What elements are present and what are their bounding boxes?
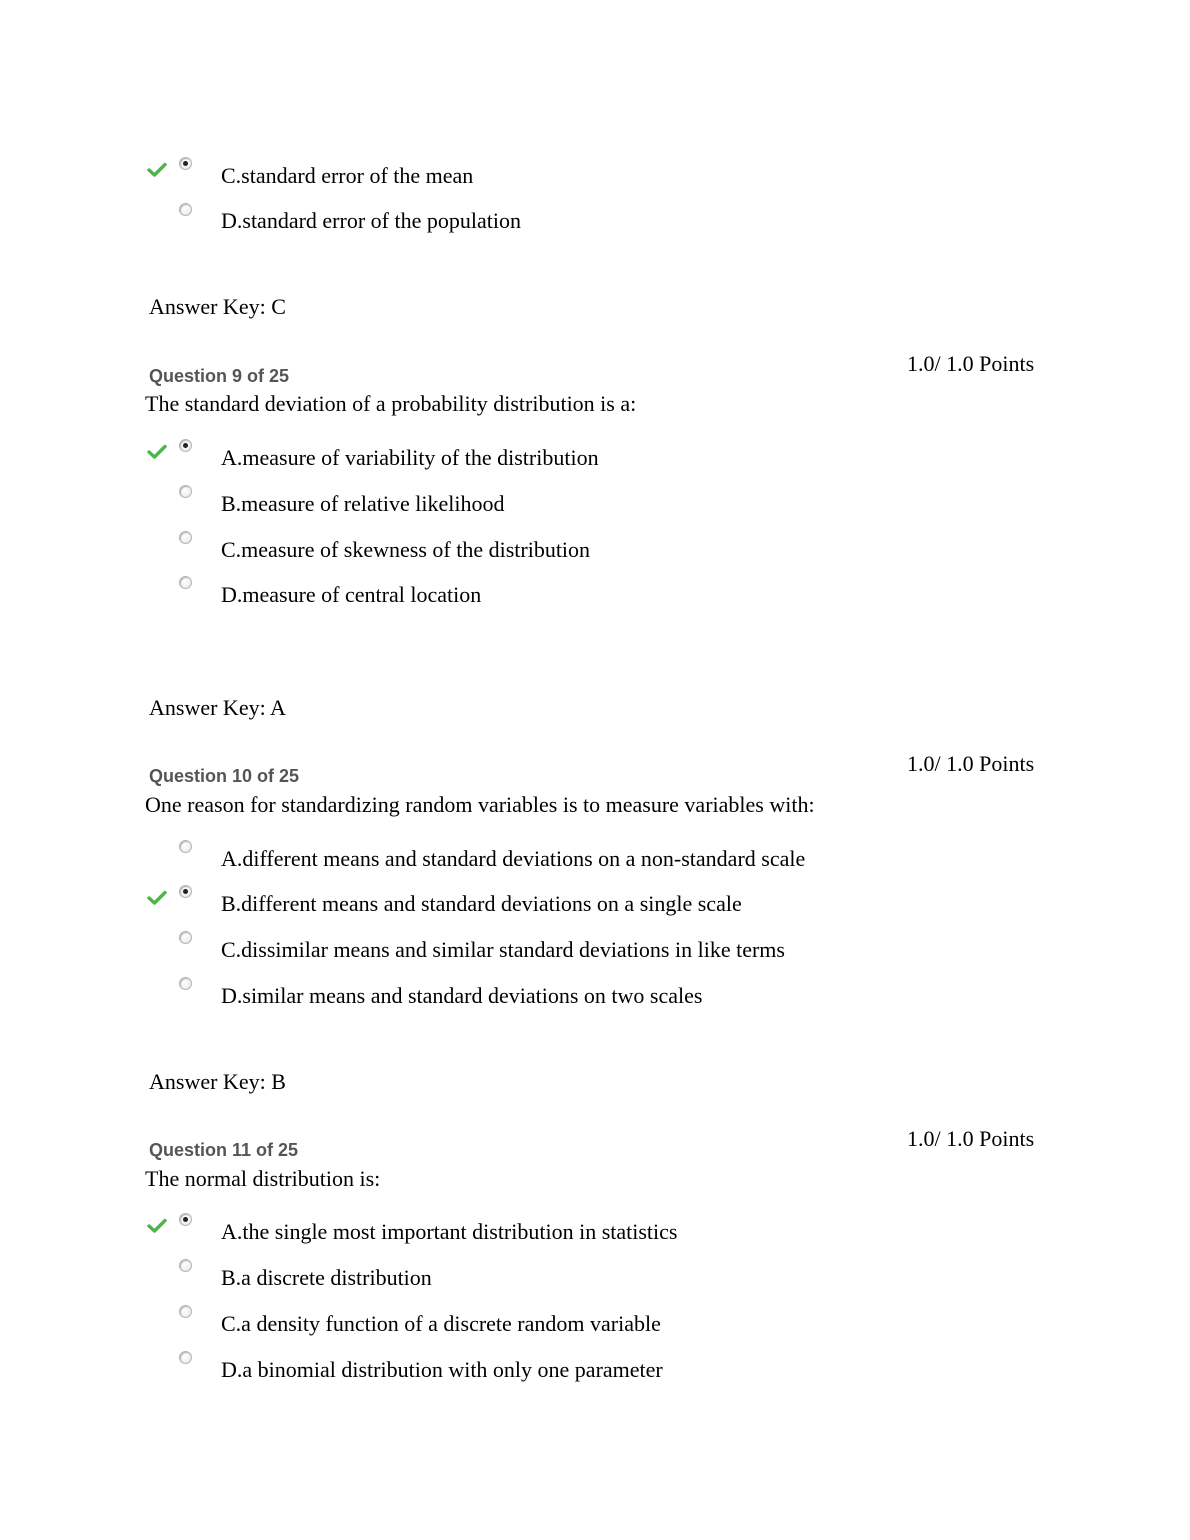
- points-score: 1.0/ 1.0 Points: [907, 751, 1035, 776]
- option-label: D.standard error of the population: [221, 208, 521, 233]
- option-label: A.the single most important distribution in statistics: [221, 1219, 678, 1244]
- option-label: D.measure of central location: [221, 582, 482, 607]
- option-radio[interactable]: [179, 439, 192, 452]
- option-radio[interactable]: [179, 531, 192, 544]
- option-radio[interactable]: [179, 977, 192, 990]
- option-radio[interactable]: [179, 1259, 192, 1272]
- correct-check-icon: [147, 444, 167, 460]
- correct-check-icon: [147, 890, 167, 906]
- answer-key: Answer Key: A: [149, 695, 286, 720]
- option-label: C.a density function of a discrete random variable: [221, 1311, 661, 1336]
- option-radio[interactable]: [179, 157, 192, 170]
- question-header: Question 11 of 25: [149, 1140, 299, 1160]
- option-label: A.measure of variability of the distribution: [221, 445, 599, 470]
- correct-check-icon: [147, 162, 167, 178]
- answer-key: Answer Key: B: [149, 1069, 286, 1094]
- option-label: B.different means and standard deviations on a single scale: [221, 891, 742, 916]
- option-label: B.measure of relative likelihood: [221, 491, 505, 516]
- option-label: B.a discrete distribution: [221, 1265, 432, 1290]
- points-score: 1.0/ 1.0 Points: [907, 1126, 1035, 1151]
- answer-key: Answer Key: C: [149, 294, 286, 319]
- question-header: Question 9 of 25: [149, 366, 290, 386]
- option-radio[interactable]: [179, 485, 192, 498]
- points-score: 1.0/ 1.0 Points: [907, 351, 1035, 376]
- option-radio[interactable]: [179, 1213, 192, 1226]
- option-label: D.similar means and standard deviations on two scales: [221, 983, 703, 1008]
- option-radio[interactable]: [179, 885, 192, 898]
- option-label: C.dissimilar means and similar standard deviations in like terms: [221, 937, 785, 962]
- question-text: One reason for standardizing random variables is to measure variables with:: [145, 792, 815, 817]
- option-label: C.standard error of the mean: [221, 163, 474, 188]
- question-header: Question 10 of 25: [149, 766, 300, 786]
- option-label: A.different means and standard deviations on a non-standard scale: [221, 846, 806, 871]
- option-radio[interactable]: [179, 1305, 192, 1318]
- option-radio[interactable]: [179, 931, 192, 944]
- option-label: D.a binomial distribution with only one parameter: [221, 1357, 663, 1382]
- question-text: The normal distribution is:: [145, 1166, 381, 1191]
- question-text: The standard deviation of a probability distribution is a:: [145, 391, 637, 416]
- option-radio[interactable]: [179, 1351, 192, 1364]
- correct-check-icon: [147, 1218, 167, 1234]
- option-radio[interactable]: [179, 203, 192, 216]
- option-label: C.measure of skewness of the distribution: [221, 537, 591, 562]
- option-radio[interactable]: [179, 840, 192, 853]
- option-radio[interactable]: [179, 576, 192, 589]
